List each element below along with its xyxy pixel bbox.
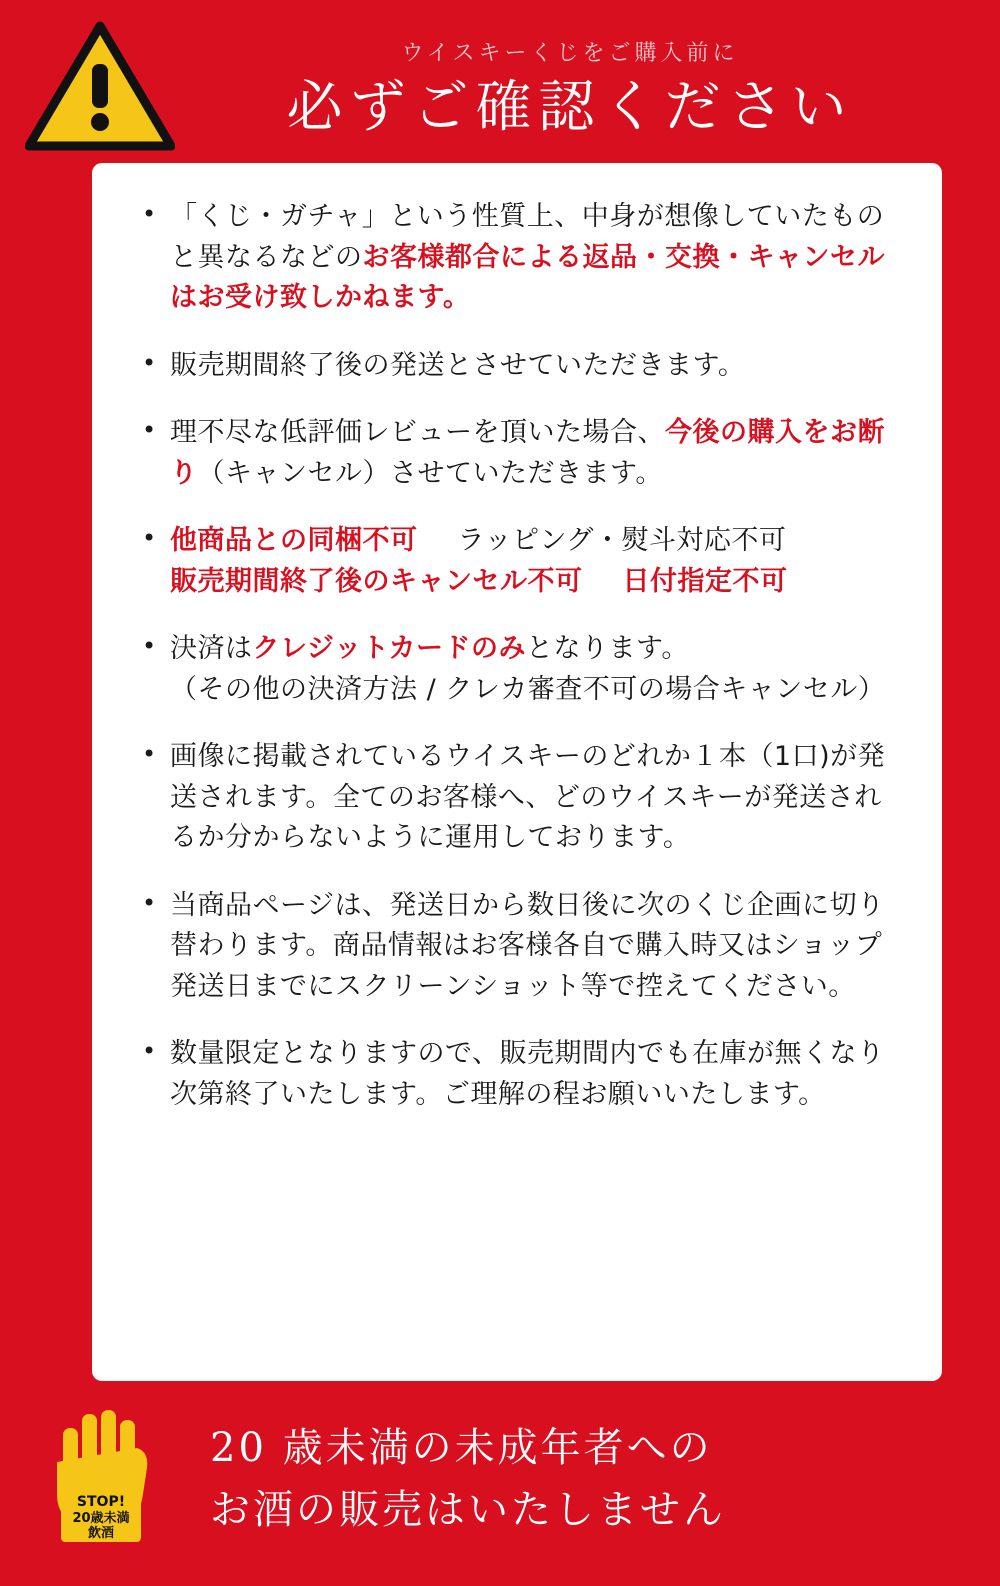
note-text-plain-5b: となります。 [526,633,689,664]
stop-hand-icon [0,1404,210,1554]
note-text-plain-7: 当商品ページは、発送日から数日後に次のくじ企画に切り替わります。商品情報はお客様各自で購入時又はショップ発送日までにスクリーンショット等で控えてください。 [170,889,885,1002]
header-subtitle: ウイスキーくじをご購入前に [401,41,739,66]
note-text-plain-6: 画像に掲載されているウイスキーのどれか１本（1口)が発送されます。全てのお客様へ、どのウイスキーが発送されるか分からないように運用しております。 [170,741,886,853]
note-text-plain-5a: 決済は [170,633,253,664]
stop-hand-text-1: STOP! [76,1493,126,1510]
restriction-no-wrapping: ラッピング・熨斗対応不可 [457,525,787,556]
notice-card [92,163,942,1381]
footer-line-2: お酒の販売はいたしません [210,1486,726,1533]
restriction-no-cancel: 販売期間終了後のキャンセル不可 [170,565,583,597]
note-text-red-5: クレジットカードのみ [252,633,527,664]
restriction-no-date: 日付指定不可 [622,565,788,597]
page-header [0,0,1000,155]
warning-triangle-icon [0,14,200,152]
list-item-page-update [128,886,902,1008]
notice-list [128,197,902,1115]
note-text-plain-3b: （キャンセル）させていただきます。 [197,457,663,489]
list-item-random-bottle [128,737,902,859]
note-text-plain-3a: 理不尽な低評価レビューを頂いた場合、 [170,417,665,448]
note-text-red-3: 今後の購入をお断り [170,417,885,489]
note-text-plain-8: 数量限定となりますので、販売期間内でも在庫が無くなり次第終了いたします。ご理解の程お願いいたします。 [170,1038,885,1110]
stop-hand-text-3: 飲酒 [87,1525,115,1541]
page-title: 必ずご確認ください [286,75,854,140]
note-text-plain-2: 販売期間終了後の発送とさせていただきます。 [170,349,746,381]
page-footer [0,1381,1000,1586]
footer-line-1: 20 歳未満の未成年者への [210,1424,713,1471]
footer-text-block [210,1417,1000,1541]
restriction-no-bundling: 他商品との同梱不可 [170,525,418,556]
restrictions-line-2 [170,562,902,603]
note-text-plain-1: 「くじ・ガチャ」という性質上、中身が想像していたものと異なるなどの [170,201,885,273]
list-item-payment [128,629,902,710]
stop-hand-text-2: 20歳未満 [72,1510,130,1526]
list-item-limited-stock [128,1034,902,1115]
note-text-payment-detail: （その他の決済方法 / クレカ審査不可の場合キャンセル） [170,673,886,705]
list-item-restrictions [128,521,902,602]
list-item-return-policy [128,197,902,319]
list-item-review [128,413,902,494]
restrictions-line-1 [170,521,902,562]
header-text-block [200,14,1000,139]
note-text-red-1: お客様都合による返品・交換・キャンセルはお受け致しかねます。 [170,241,885,313]
list-item-shipping [128,346,902,387]
